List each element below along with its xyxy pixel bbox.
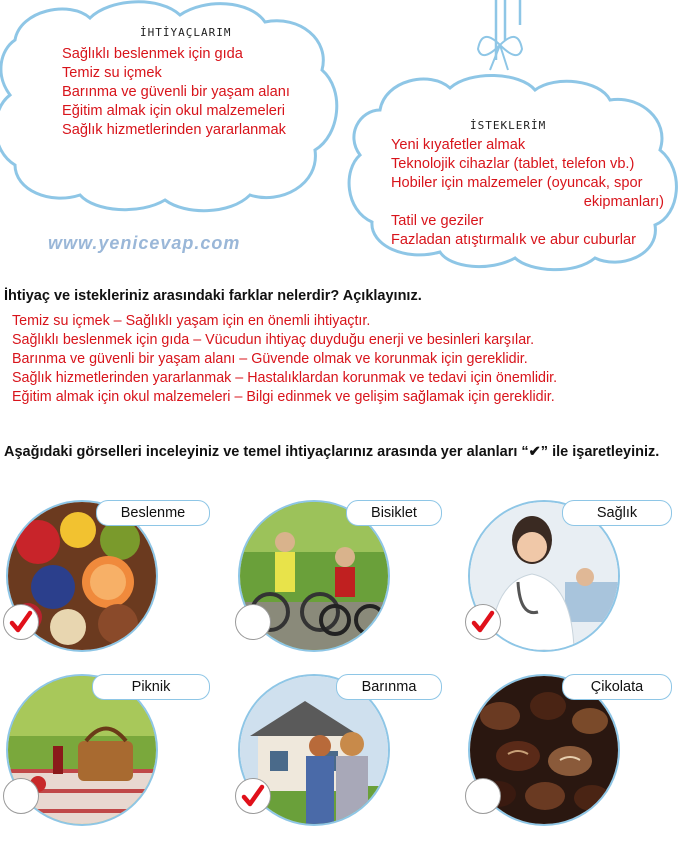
answer-item: Eğitim almak için okul malzemeleri – Bilgi edinmek ve gelişim sağlamak için gereklidir. (12, 389, 555, 405)
checkbox[interactable] (465, 778, 501, 814)
needs-list (62, 45, 290, 140)
answer-list (12, 312, 557, 407)
list-item: Yeni kıyafetler almak (391, 137, 526, 153)
card-label: Beslenme (96, 500, 210, 526)
checkbox[interactable] (235, 604, 271, 640)
card-label: Piknik (92, 674, 210, 700)
card-cikolata (468, 674, 644, 824)
card-label: Barınma (336, 674, 442, 700)
list-item: Fazladan atıştırmalık ve abur cuburlar (391, 232, 636, 248)
card-label: Sağlık (562, 500, 672, 526)
checkmark-icon (9, 610, 33, 634)
checkbox[interactable] (3, 604, 39, 640)
card-saglik (468, 500, 638, 650)
card-bisiklet (238, 500, 417, 650)
card-beslenme (6, 500, 186, 650)
answer-item: Sağlık hizmetlerinden yararlanmak – Hastalıklardan korunmak ve tedavi için önemlidir. (12, 370, 558, 386)
checkbox[interactable] (235, 778, 271, 814)
list-item: Eğitim almak için okul malzemeleri (62, 103, 286, 119)
answer-item: Sağlıklı beslenmek için gıda – Vücudun ihtiyaç duyduğu enerji ve besinleri karşılar. (12, 332, 535, 348)
answer-item: Temiz su içmek – Sağlıklı yaşam için en önemli ihtiyaçtır. (12, 313, 371, 329)
wants-title: İSTEKLERİM (470, 119, 547, 132)
card-barinma (238, 674, 417, 824)
card-piknik (6, 674, 171, 824)
checkbox[interactable] (3, 778, 39, 814)
list-item: Sağlık hizmetlerinden yararlanmak (62, 122, 286, 138)
needs-title: İHTİYAÇLARIM (140, 26, 232, 39)
wants-list (391, 136, 664, 250)
list-item: Sağlıklı beslenmek için gıda (62, 46, 243, 62)
question-2: Aşağıdaki görselleri inceleyiniz ve temel ihtiyaçlarınız arasında yer alanları “✔” ile işaretleyiniz. (4, 444, 660, 460)
card-label: Çikolata (562, 674, 672, 700)
checkmark-icon (241, 784, 265, 808)
list-item: Barınma ve güvenli bir yaşam alanı (62, 84, 290, 100)
list-item: Tatil ve geziler (391, 213, 484, 229)
checkmark-icon (471, 610, 495, 634)
list-item: ekipmanları) (583, 194, 664, 210)
card-label: Bisiklet (346, 500, 442, 526)
list-item: Hobiler için malzemeler (oyuncak, spor (391, 175, 643, 191)
checkbox[interactable] (465, 604, 501, 640)
list-item: Temiz su içmek (62, 65, 162, 81)
question-1: İhtiyaç ve istekleriniz arasındaki farklar nelerdir? Açıklayınız. (4, 288, 422, 304)
list-item: Teknolojik cihazlar (tablet, telefon vb.) (391, 156, 635, 172)
watermark: www.yenicevap.com (48, 233, 241, 253)
answer-item: Barınma ve güvenli bir yaşam alanı – Güvende olmak ve korunmak için gereklidir. (12, 351, 528, 367)
